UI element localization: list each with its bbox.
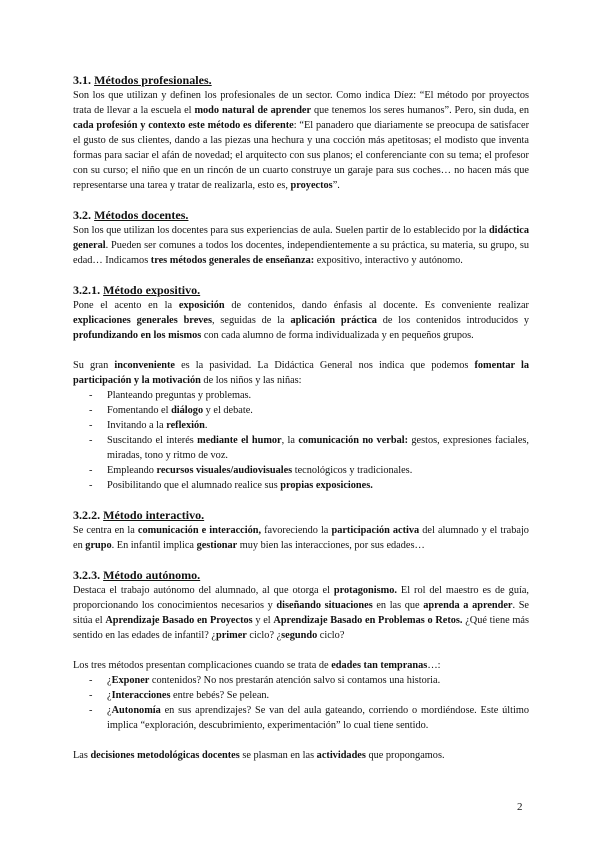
section-heading-3-2-3 (73, 568, 529, 583)
bullet-list (73, 388, 529, 493)
list-item: - Planteando preguntas y problemas. (107, 388, 529, 403)
paragraph: Se centra en la comunicación e interacción, favoreciendo la participación activa del alumnado y el trabajo en grupo. En infantil implica gestionar muy bien las interacciones, por sus edades… (73, 525, 529, 551)
paragraph: Son los que utilizan y definen los profesionales de un sector. Como indica Díez: “El método por proyectos trata de llevar a la escuela el modo natural de aprender que tenemos los seres humanos”. Pero, sin duda, en cada profesión y contexto este método es diferente: “El panadero que diariamente se preocupa de satisfacer el gusto de sus clientes, dando a las piezas una hechura y una cocción más apetitosas; el modisto que inventa formas para saciar el afán de novedad; el arquitecto con sus planos; el conferenciante con su tema; el profesor con su curso; el niño que en un rincón de un cuarto construye un garaje para sus coches… no hacen más que representarse una tarea y tratar de realizarla, esto es, proyectos”. (73, 90, 530, 191)
bullet-list (73, 673, 529, 733)
section-number: 3.1. (73, 73, 92, 87)
list-item: - ¿Autonomía en sus aprendizajes? Se van del aula gateando, corriendo o mordiéndose. Este último implica “exploración, descubrimiento, experimentación” lo cual tiene sentido. (107, 703, 529, 733)
section-heading-3-2-2 (73, 508, 529, 523)
section-heading-3-1 (73, 73, 529, 88)
paragraph: Los tres métodos presentan complicaciones cuando se trata de edades tan tempranas…: (73, 660, 441, 671)
list-item: - ¿Exponer contenidos? No nos prestarán atención salvo si contamos una historia. (107, 673, 529, 688)
list-item: - Empleando recursos visuales/audiovisuales tecnológicos y tradicionales. (107, 463, 529, 478)
section-number: 3.2.2. (73, 508, 101, 522)
list-item: - Posibilitando que el alumnado realice sus propias exposiciones. (107, 478, 529, 493)
section-title: Método interactivo. (103, 508, 205, 522)
list-item: - ¿Interacciones entre bebés? Se pelean. (107, 688, 529, 703)
section-heading-3-2-1 (73, 283, 529, 298)
list-item: - Suscitando el interés mediante el humor, la comunicación no verbal: gestos, expresiones faciales, miradas, tono y ritmo de voz. (107, 433, 529, 463)
paragraph: Las decisiones metodológicas docentes se plasman en las actividades que propongamos. (73, 750, 445, 761)
paragraph: Su gran inconveniente es la pasividad. La Didáctica General nos indica que podemos fomentar la participación y la motivación de los niños y las niñas: (73, 360, 530, 386)
section-number: 3.2. (73, 208, 92, 222)
section-number: 3.2.3. (73, 568, 101, 582)
section-title: Métodos profesionales. (94, 73, 212, 87)
section-title: Método autónomo. (103, 568, 201, 582)
section-title: Métodos docentes. (94, 208, 189, 222)
paragraph: Pone el acento en la exposición de contenidos, dando énfasis al docente. Es conveniente realizar explicaciones generales breves, seguidas de la aplicación práctica de los contenidos introducidos y profundizando en los mismos con cada alumno de forma individualizada y en pequeños grupos. (73, 300, 529, 341)
section-title: Método expositivo. (103, 283, 201, 297)
list-item: - Fomentando el diálogo y el debate. (107, 403, 529, 418)
paragraph: Destaca el trabajo autónomo del alumnado, al que otorga el protagonismo. El rol del maestro es de guía, proporcionando los conocimientos necesarios y diseñando situaciones en las que aprenda a aprender. Se sitúa el Aprendizaje Basado en Proyectos y el Aprendizaje Basado en Problemas o Retos. ¿Qué tiene más sentido en las edades de infantil? ¿primer ciclo? ¿segundo ciclo? (73, 585, 529, 641)
section-number: 3.2.1. (73, 283, 101, 297)
section-heading-3-2 (73, 208, 529, 223)
page-content (73, 73, 529, 763)
list-item: - Invitando a la reflexión. (107, 418, 529, 433)
page-number: 2 (517, 801, 523, 813)
paragraph: Son los que utilizan los docentes para sus experiencias de aula. Suelen partir de lo establecido por la didáctica general. Pueden ser comunes a todos los docentes, independientemente a su práctica, su materia, su grupo, su edad… Indicamos tres métodos generales de enseñanza: expositivo, interactivo y autónomo. (73, 225, 529, 266)
